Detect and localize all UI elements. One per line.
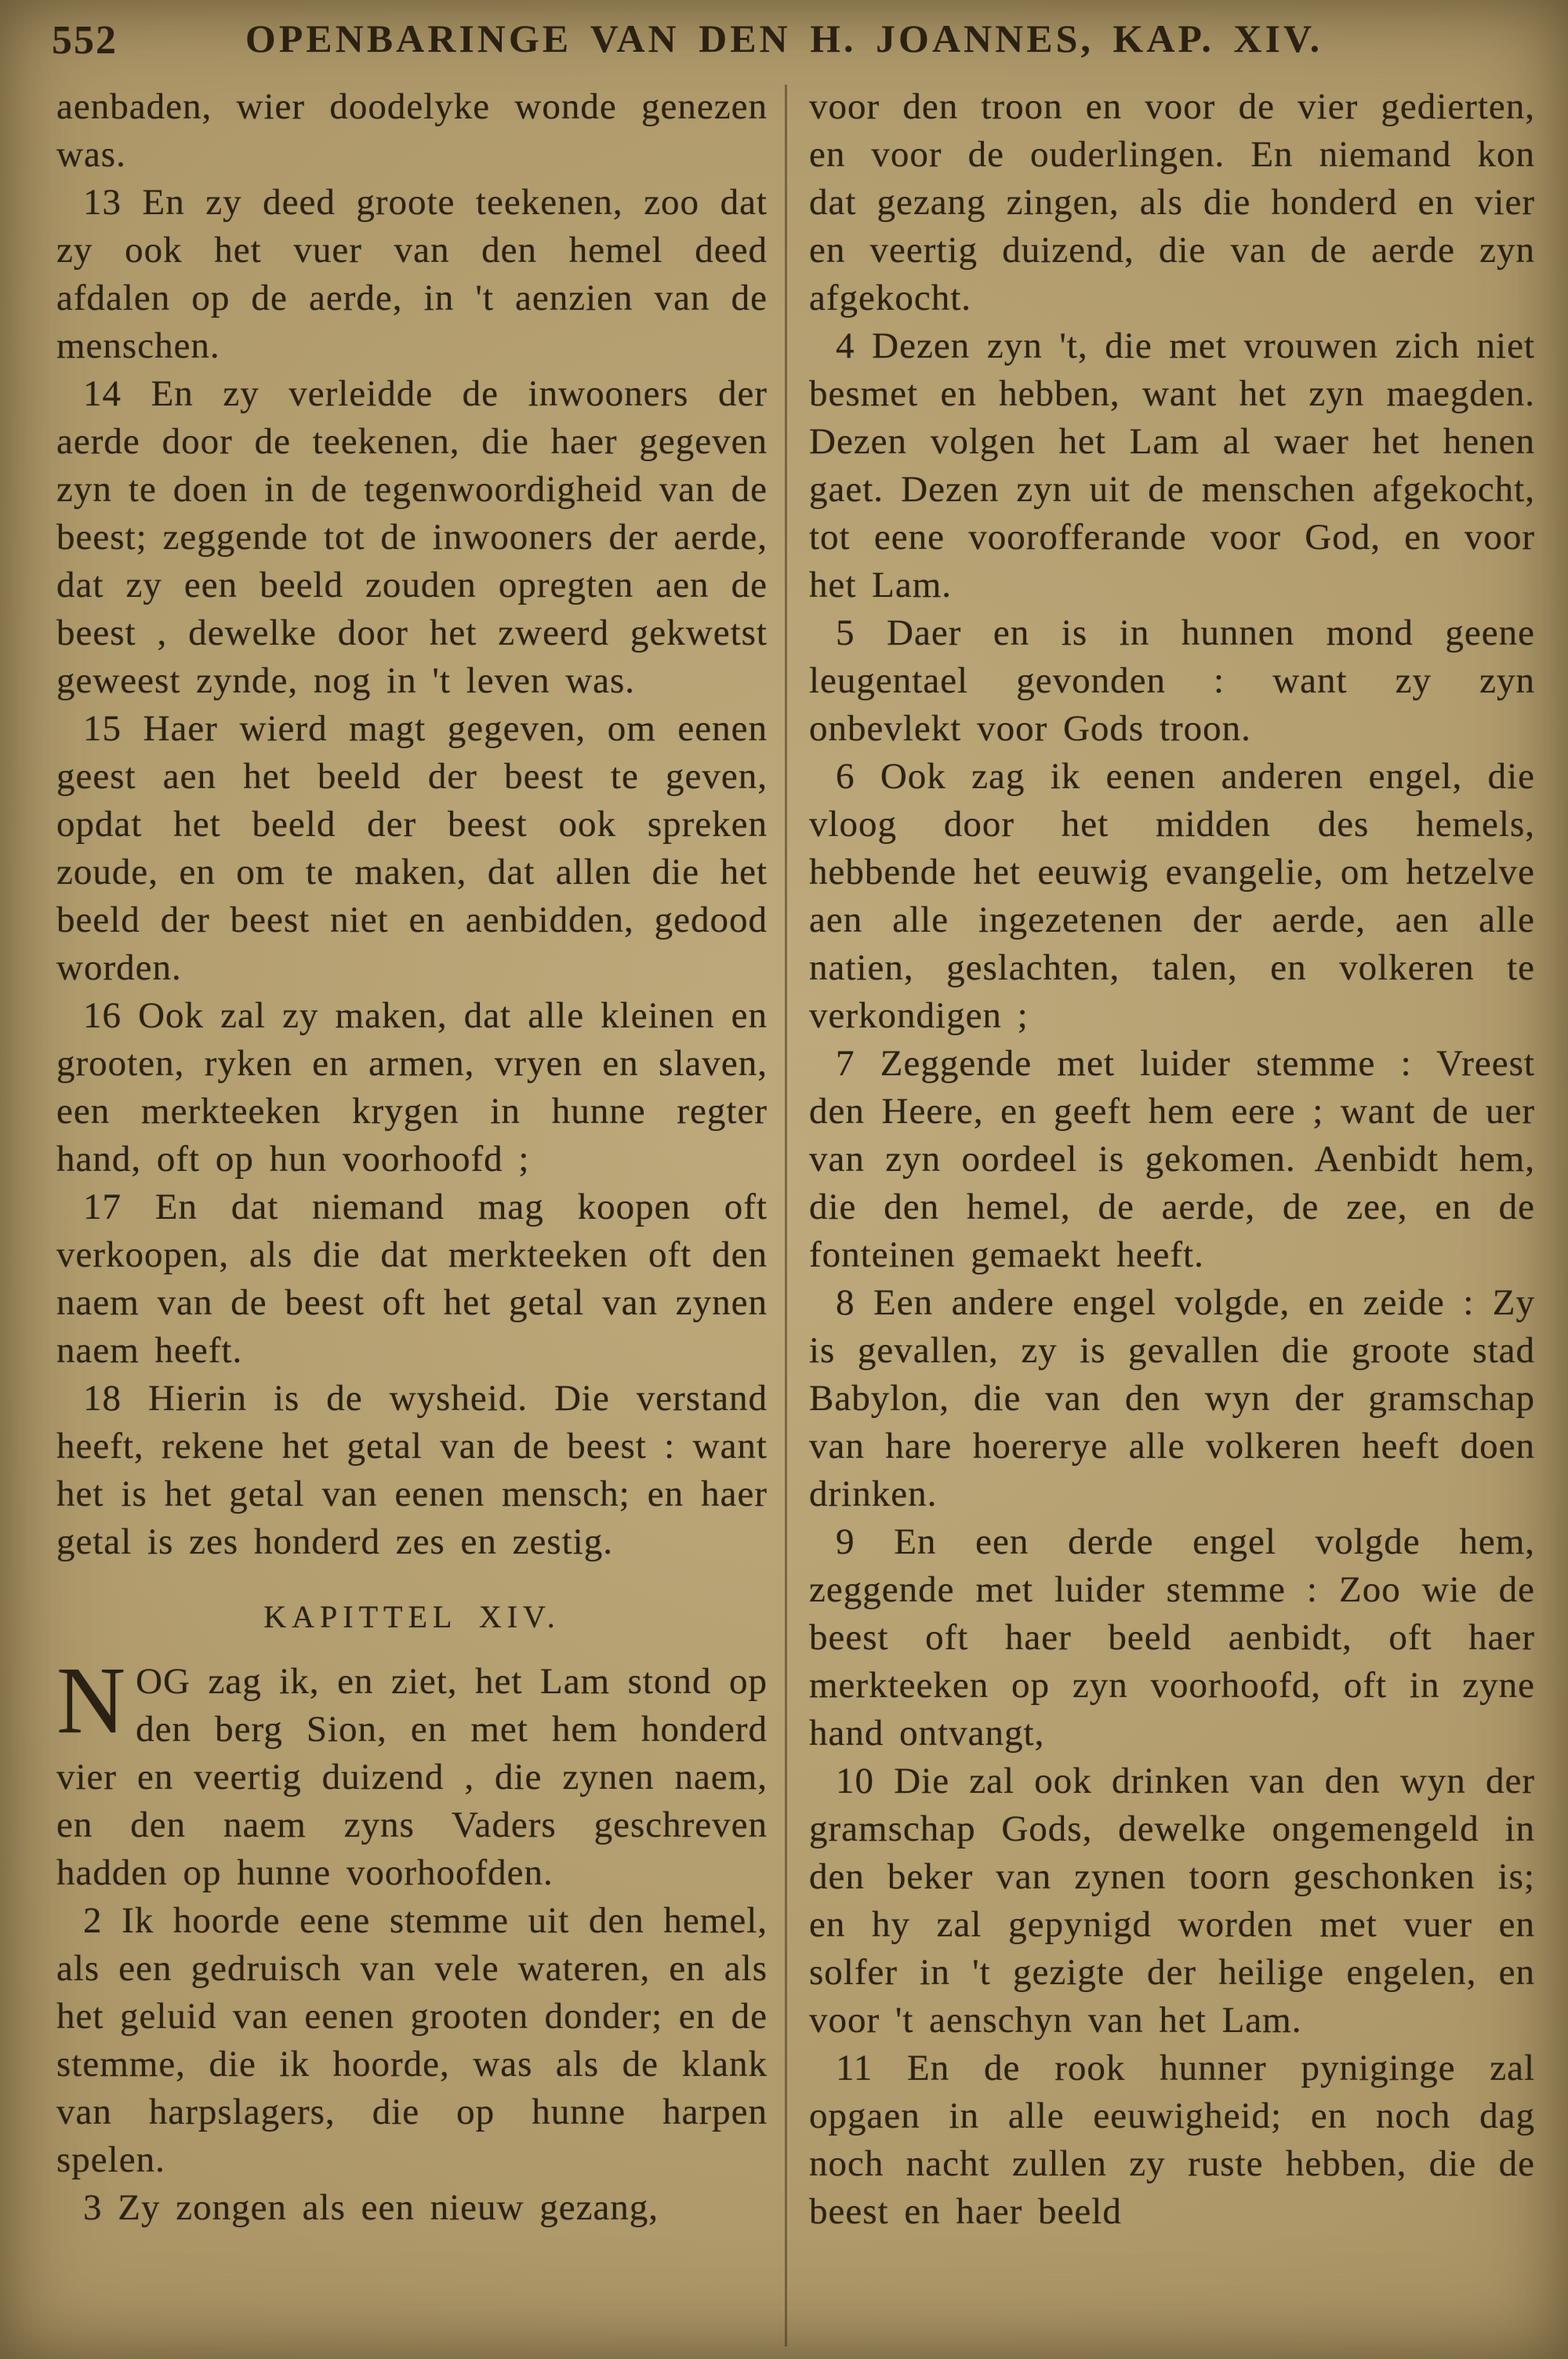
verse-paragraph: 16 Ook zal zy maken, dat alle kleinen en grooten, ryken en armen, vryen en slaven, een merkteeken krygen in hunne regter hand, oft op hun voorhoofd ; [56, 995, 768, 1180]
verse-paragraph: 4 Dezen zyn 't, die met vrouwen zich niet besmet en hebben, want het zyn maegden. Dezen volgen het Lam al waer het henen gaet. Dezen zyn uit de menschen afgekocht, tot eene voorofferande voor God, en voor het Lam. [809, 325, 1535, 605]
verse-paragraph: voor den troon en voor de vier gedierten, en voor de ouderlingen. En niemand kon dat gezang zingen, als die honderd en vier en veertig duizend, die van de aerde zyn afgekocht. [809, 86, 1535, 318]
verse-paragraph: 6 Ook zag ik eenen anderen engel, die vloog door het midden des hemels, hebbende het eeuwig evangelie, om hetzelve aen alle ingezetenen der aerde, aen alle natien, geslachten, talen, en volkeren te verkondigen ; [809, 756, 1535, 1036]
verse-paragraph: 14 En zy verleidde de inwooners der aerde door de teekenen, die haer gegeven zyn te doen in de tegenwoordigheid van de beest; zeggende tot de inwooners der aerde, dat zy een beeld zouden opregten aen de beest , dewelke door het zweerd gekwetst geweest zynde, nog in 't leven was. [56, 373, 768, 701]
verse-paragraph: 3 Zy zongen als een nieuw gezang, [83, 2187, 659, 2228]
right-column [787, 82, 1568, 2346]
verse-paragraph: 11 En de rook hunner pyniginge zal opgaen in alle eeuwigheid; en noch dag noch nacht zullen zy ruste hebben, die de beest en haer beeld [809, 2048, 1535, 2232]
chapter-first-verse-text: OG zag ik, en ziet, het Lam stond op den berg Sion, en met hem honderd vier en veertig duizend , die zynen naem, en den naem zyns Vaders geschreven hadden op hunne voorhoofden. [56, 1661, 768, 1893]
verse-paragraph: 7 Zeggende met luider stemme : Vreest den Heere, en geeft hem eere ; want de uer van zyn oordeel is gekomen. Aenbidt hem, die den hemel, de aerde, de zee, en de fonteinen gemaekt heeft. [809, 1043, 1535, 1275]
right-column-verses [809, 83, 1535, 2236]
page-header [0, 13, 1568, 82]
left-column-verses [56, 83, 768, 1566]
left-column [0, 82, 785, 2346]
verse-paragraph: aenbaden, wier doodelyke wonde genezen was. [56, 86, 768, 175]
verse-paragraph: 10 Die zal ook drinken van den wyn der gramschap Gods, dewelke ongemengeld in den beker van zynen toorn geschonken is; en hy zal gepynigd worden met vuer en solfer in 't gezigte der heilige engelen, en voor 't aenschyn van het Lam. [809, 1761, 1535, 2041]
verse-paragraph: 18 Hierin is de wysheid. Die verstand heeft, rekene het getal van de beest : want het is het getal van eenen mensch; en haer getal is zes honderd zes en zestig. [56, 1378, 768, 1562]
chapter-first-verse [56, 1648, 768, 1897]
verse-paragraph: 5 Daer en is in hunnen mond geene leugentael gevonden : want zy zyn onbevlekt voor Gods troon. [809, 612, 1535, 749]
chapter-heading: KAPITTEL XIV. [263, 1599, 561, 1634]
verse-paragraph: 15 Haer wierd magt gegeven, om eenen geest aen het beeld der beest te geven, opdat het beeld der beest ook spreken zoude, en om te maken, dat allen die het beeld der beest niet en aenbidden, gedood worden. [56, 708, 768, 988]
verse-paragraph: 8 Een andere engel volgde, en zeide : Zy is gevallen, zy is gevallen die groote stad Babylon, die van den wyn der gramschap van hare hoererye alle volkeren heeft doen drinken. [809, 1282, 1535, 1514]
two-column-text-block [0, 82, 1568, 2346]
verse-paragraph: 2 Ik hoorde eene stemme uit den hemel, als een gedruisch van vele wateren, en als het geluid van eenen grooten donder; en de stemme, die ik hoorde, was als de klank van harpslagers, die op hunne harpen spelen. [56, 1900, 768, 2180]
drop-cap-letter: N [56, 1648, 127, 1754]
page-number: 552 [52, 18, 118, 63]
verse-paragraph: 17 En dat niemand mag koopen oft verkoopen, als die dat merkteeken oft den naem van de beest oft het getal van zynen naem heeft. [56, 1187, 768, 1371]
verse-paragraph: 9 En een derde engel volgde hem, zeggende met luider stemme : Zoo wie de beest oft haer beeld aenbidt, oft haer merkteeken op zyn voorhoofd, oft in zyne hand ontvangt, [809, 1521, 1535, 1754]
page-title: OPENBARINGE VAN DEN H. JOANNES, KAP. XIV. [245, 16, 1323, 60]
verse-paragraph: 13 En zy deed groote teekenen, zoo dat zy ook het vuer van den hemel deed afdalen op de aerde, in 't aenzien van de menschen. [56, 182, 768, 366]
left-column-chapter-verses [56, 1897, 768, 2232]
